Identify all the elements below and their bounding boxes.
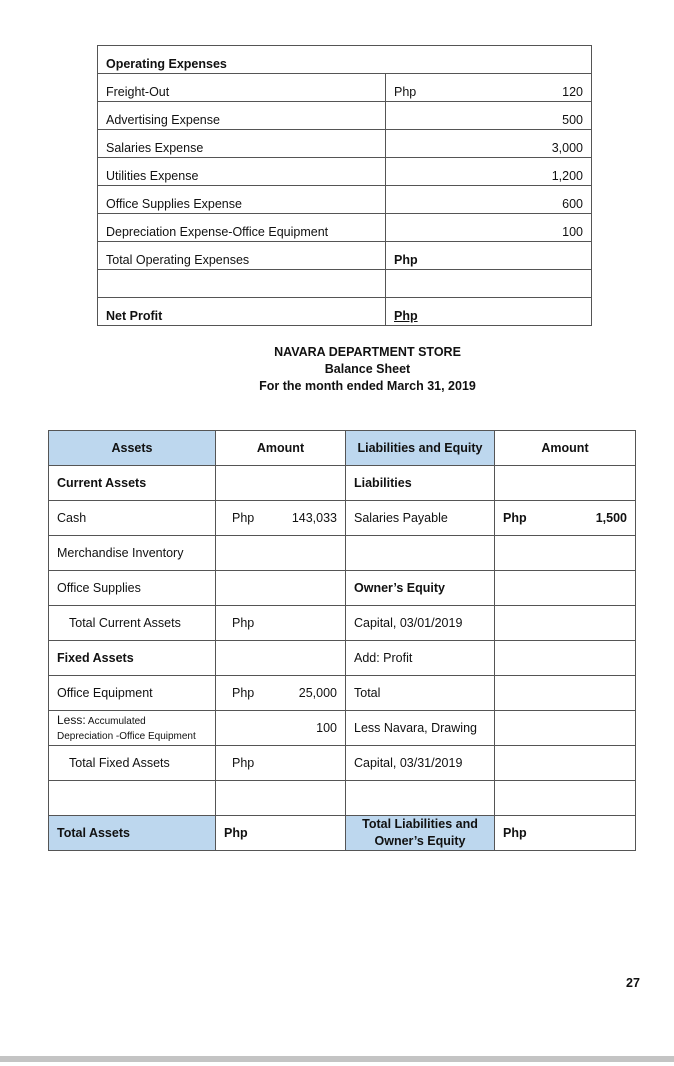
page-number: 27	[626, 976, 640, 990]
operating-expenses-table	[97, 45, 592, 326]
currency: Php	[503, 511, 527, 525]
expense-label: Depreciation Expense-Office Equipment	[98, 214, 386, 242]
merchandise-inventory-label: Merchandise Inventory	[49, 536, 216, 571]
amount-header-left: Amount	[216, 431, 346, 466]
cash-amount-cell	[216, 501, 346, 536]
total-fixed-assets-amount-cell	[216, 746, 346, 781]
table-row	[49, 746, 636, 781]
total-assets-currency: Php	[216, 816, 346, 851]
office-supplies-label: Office Supplies	[49, 571, 216, 606]
table-row	[49, 676, 636, 711]
operating-expenses-header: Operating Expenses	[98, 46, 592, 74]
total-fixed-assets-label: Total Fixed Assets	[49, 746, 216, 781]
currency: Php	[232, 686, 255, 700]
currency: Php	[232, 511, 255, 525]
expense-label: Advertising Expense	[98, 102, 386, 130]
salaries-payable-label: Salaries Payable	[346, 501, 495, 536]
table-row	[49, 641, 636, 676]
current-assets-label: Current Assets	[49, 466, 216, 501]
amount: 3,000	[551, 141, 583, 155]
expense-label: Freight-Out	[98, 74, 386, 102]
amount: 143,033	[291, 511, 337, 525]
capital-ending-label: Capital, 03/31/2019	[346, 746, 495, 781]
expense-label: Office Supplies Expense	[98, 186, 386, 214]
amount: 100	[562, 225, 583, 239]
total-assets-label: Total Assets	[49, 816, 216, 851]
statement-title	[0, 344, 674, 395]
table-row	[49, 711, 636, 746]
net-profit-row	[98, 298, 592, 326]
totals-row	[49, 816, 636, 851]
total-operating-expenses-currency: Php	[386, 242, 592, 270]
expense-amount-cell	[386, 186, 592, 214]
header-row	[49, 431, 636, 466]
drawing-label: Less Navara, Drawing	[346, 711, 495, 746]
table-row	[98, 102, 592, 130]
net-profit-amount-cell	[386, 298, 592, 326]
capital-beginning-label: Capital, 03/01/2019	[346, 606, 495, 641]
total-liabilities-equity-label: Total Liabilities and Owner’s Equity	[346, 816, 495, 851]
cash-label: Cash	[49, 501, 216, 536]
table-row	[98, 74, 592, 102]
equity-total-label: Total	[346, 676, 495, 711]
owners-equity-label: Owner’s Equity	[346, 571, 495, 606]
fixed-assets-label: Fixed Assets	[49, 641, 216, 676]
balance-sheet-table	[48, 430, 636, 851]
table-row	[49, 466, 636, 501]
total-current-assets-amount-cell	[216, 606, 346, 641]
amount: 1,500	[595, 511, 627, 525]
table-row	[49, 606, 636, 641]
add-profit-label: Add: Profit	[346, 641, 495, 676]
amount: 1,200	[551, 169, 583, 183]
amount: 600	[562, 197, 583, 211]
blank-row	[49, 781, 636, 816]
office-equipment-label: Office Equipment	[49, 676, 216, 711]
total-operating-expenses-label: Total Operating Expenses	[98, 242, 386, 270]
net-profit-label: Net Profit	[98, 298, 386, 326]
amount: 25,000	[298, 686, 337, 700]
amount: 120	[562, 85, 583, 99]
expense-amount-cell	[386, 214, 592, 242]
accumulated-depreciation-label: Less: Accumulated Depreciation -Office Equipment	[49, 711, 216, 746]
currency: Php	[232, 616, 255, 630]
amount-header-right: Amount	[495, 431, 636, 466]
expense-amount-cell	[386, 74, 592, 102]
expense-label: Utilities Expense	[98, 158, 386, 186]
liabilities-equity-header: Liabilities and Equity	[346, 431, 495, 466]
amount: 500	[562, 113, 583, 127]
company-name: NAVARA DEPARTMENT STORE	[274, 345, 461, 359]
table-row	[98, 186, 592, 214]
net-profit-currency: Php	[394, 309, 418, 323]
expense-amount-cell	[386, 130, 592, 158]
table-row	[98, 214, 592, 242]
table-row	[49, 571, 636, 606]
blank-row	[98, 270, 592, 298]
salaries-payable-amount-cell	[495, 501, 636, 536]
total-operating-expenses-row	[98, 242, 592, 270]
table-row	[49, 536, 636, 571]
expense-amount-cell	[386, 102, 592, 130]
currency: Php	[232, 756, 255, 770]
table-row	[98, 158, 592, 186]
statement-name: Balance Sheet	[324, 362, 411, 376]
table-row	[98, 130, 592, 158]
total-current-assets-label: Total Current Assets	[49, 606, 216, 641]
table-row	[49, 501, 636, 536]
expense-amount-cell	[386, 158, 592, 186]
accumulated-depreciation-amount: 100	[216, 711, 346, 746]
statement-period: For the month ended March 31, 2019	[259, 379, 476, 393]
currency: Php	[394, 85, 417, 99]
page-bottom-divider	[0, 1056, 674, 1062]
expense-label: Salaries Expense	[98, 130, 386, 158]
liabilities-label: Liabilities	[346, 466, 495, 501]
office-equipment-amount-cell	[216, 676, 346, 711]
assets-header: Assets	[49, 431, 216, 466]
total-liabilities-equity-currency: Php	[495, 816, 636, 851]
